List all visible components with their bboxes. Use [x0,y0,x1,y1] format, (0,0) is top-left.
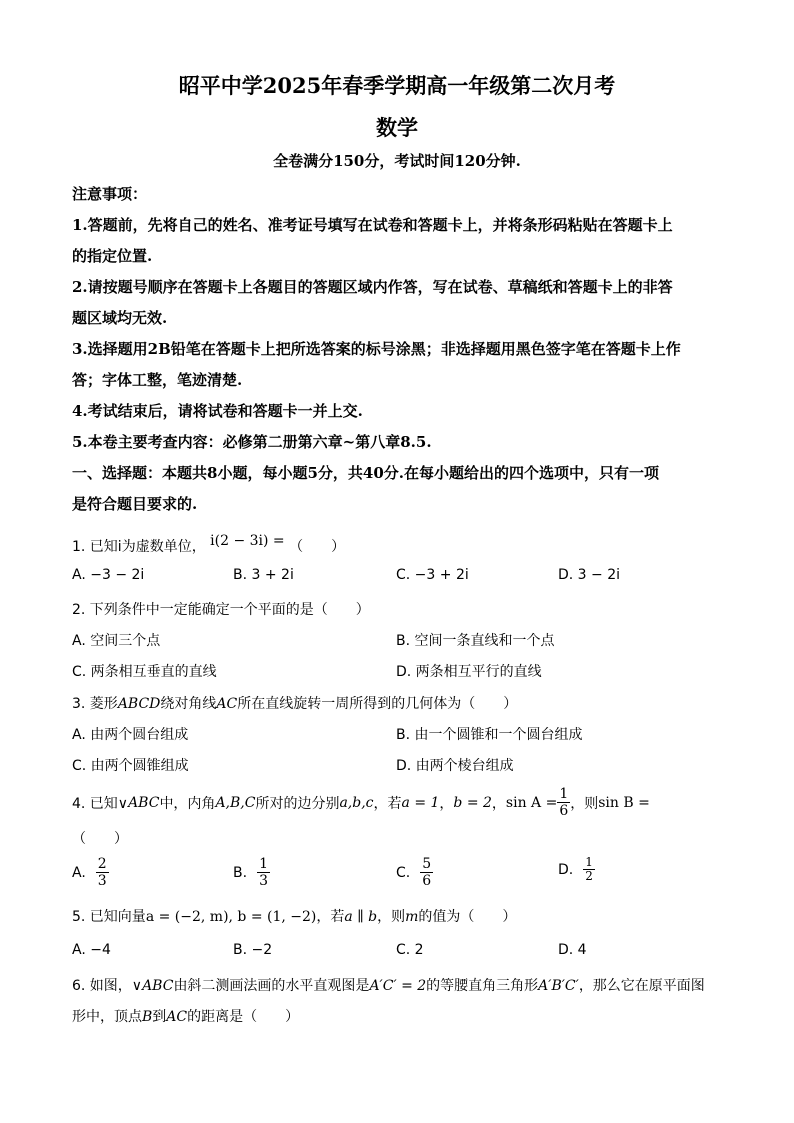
q4-text-a: 4. 已知∨ [72,795,129,812]
q4-triangle: ABC [128,794,160,811]
q3-option-b[interactable]: B. 由一个圆锥和一个圆台组成 [396,727,583,743]
q2-option-b[interactable]: B. 空间一条直线和一个点 [396,633,555,649]
exam-info: 全卷满分150分，考试时间120分钟. [273,152,521,170]
q4-option-d[interactable] [558,856,595,883]
q4-a-num: 2 [97,856,107,872]
q2-option-a[interactable]: A. 空间三个点 [72,633,161,649]
q4-option-b-label: B. [233,864,248,881]
q4-c-num: 5 [422,856,432,872]
q4-sinA: sin A = [505,794,558,811]
q5-text-d: 的值为（ ） [418,909,517,925]
q5-option-a[interactable]: A. −4 [72,942,111,958]
note-line-3: 2.请按题号顺序在答题卡上各题目的答题区域内作答，写在试卷、草稿纸和答题卡上的非答 [72,278,673,296]
q5-text-b: ，若 [316,909,345,925]
q1-option-b[interactable]: B. 3 + 2i [233,567,294,583]
q2-option-c[interactable]: C. 两条相互垂直的直线 [72,664,217,680]
note-line-7: 4.考试结束后，请将试卷和答题卡一并上交. [72,402,363,420]
section-heading: 一、选择题：本题共8小题，每小题5分，共40分.在每小题给出的四个选项中，只有一项 [72,464,659,482]
question-6-line-2 [72,1006,299,1026]
q4-sep: ， [439,795,454,812]
q4-frac-den: 6 [559,803,569,819]
q4-text-d: ，若 [373,795,402,812]
q4-answer-blank: （ ） [72,831,128,847]
q4-sep2: ， [491,795,506,812]
q5-text-c: ，则 [377,909,406,925]
q4-sinB: sin B = [598,794,650,811]
q3-text-a: 3. 菱形 [72,696,118,712]
question-4 [72,786,650,819]
q1-stem: 1. 已知i为虚数单位， [72,539,206,555]
q4-option-a[interactable] [72,856,109,889]
q3-text-b: 绕对角线 [160,696,217,712]
q1-option-d[interactable]: D. 3 − 2i [558,567,621,583]
q6-text-b: 由斜二测画法画的水平直观图是 [173,978,370,994]
note-line-1: 1.答题前，先将自己的姓名、准考证号填写在试卷和答题卡上，并将条形码粘贴在答题卡上 [72,216,673,234]
q4-text-c: 所对的边分别 [255,795,340,812]
note-line-8: 5.本卷主要考查内容：必修第二册第六章~第八章8.5. [72,433,432,451]
q6-text-g: 的距离是（ ） [187,1009,300,1025]
q3-option-d[interactable]: D. 由两个棱台组成 [396,758,514,774]
q4-b-num: 1 [259,856,268,872]
q4-a-value: a = 1 [401,794,440,811]
q4-text-b: 中，内角 [159,795,216,812]
section-heading-cont: 是符合题目要求的. [72,495,198,513]
note-line-2: 的指定位置. [72,247,153,265]
exam-title: 昭平中学2025年春季学期高一年级第二次月考 [178,73,616,98]
q6-vertex: B [142,1009,153,1025]
note-line-4: 题区域均无效. [72,309,168,327]
q3-diagonal: AC [216,696,238,712]
question-6-line-1 [72,975,705,995]
q5-vectors: a = (−2, m), b = (1, −2) [145,909,317,925]
q2-option-d[interactable]: D. 两条相互平行的直线 [396,664,542,680]
q5-parallel: a ∥ b [344,909,378,925]
q1-option-a[interactable]: A. −3 − 2i [72,567,145,583]
question-2: 2. 下列条件中一定能确定一个平面的是（ ） [72,602,370,618]
q4-option-b-fraction [257,856,270,889]
q3-rhombus: ABCD [117,696,161,712]
q4-c-den: 6 [422,873,432,889]
q4-d-den: 2 [585,869,593,883]
q4-d-num: 1 [585,855,593,869]
q6-text-e: 形中，顶点 [72,1009,142,1025]
q5-option-d[interactable]: D. 4 [558,942,587,958]
q5-option-c[interactable]: C. 2 [396,942,424,958]
q6-text-c: 的等腰直角三角形 [426,978,539,994]
q1-answer-blank: （ ） [289,539,346,555]
question-1 [72,533,346,556]
q4-option-c-label: C. [396,864,411,881]
q6-text-d: ，那么它在原平面图 [578,978,705,994]
q4-b-den: 3 [259,873,268,889]
q5-m: m [405,909,419,925]
q6-side: A′C′ = 2 [369,978,427,994]
q4-option-a-fraction [96,856,109,889]
q3-option-c[interactable]: C. 由两个圆锥组成 [72,758,189,774]
q4-frac-num: 1 [559,786,569,802]
q6-text-f: 到 [152,1009,167,1025]
question-3 [72,693,517,713]
q4-option-d-fraction [583,856,595,883]
q4-option-c-fraction [420,856,433,889]
q6-text-a: 6. 如图，∨ [72,978,143,994]
q4-option-b[interactable] [233,856,270,889]
q4-sides: a,b,c [339,794,374,811]
notes-heading: 注意事项： [72,185,148,203]
q4-option-c[interactable] [396,856,433,889]
q3-option-a[interactable]: A. 由两个圆台组成 [72,727,189,743]
q6-side-ac: AC [166,1009,188,1025]
note-line-6: 答；字体工整，笔迹清楚. [72,371,243,389]
q4-text-e: ，则 [570,795,599,812]
q5-option-b[interactable]: B. −2 [233,942,273,958]
q4-sinA-fraction [557,786,570,819]
q4-a-den: 3 [97,873,107,889]
q4-option-d-label: D. [558,861,574,878]
question-5 [72,906,516,926]
q4-b-value: b = 2 [453,794,492,811]
q3-text-c: 所在直线旋转一周所得到的几何体为（ ） [237,696,518,712]
q4-angles: A,B,C [215,794,256,811]
note-line-5: 3.选择题用2B铅笔在答题卡上把所选答案的标号涂黑；非选择题用黑色签字笔在答题卡上作 [72,340,681,358]
q5-text-a: 5. 已知向量 [72,909,146,925]
q6-triangle: ABC [142,978,174,994]
q1-expression: i(2 − 3i) = [210,533,285,549]
q4-option-a-label: A. [72,864,86,881]
q1-option-c[interactable]: C. −3 + 2i [396,567,469,583]
exam-subject: 数学 [376,115,418,140]
q6-triangle-2: A′B′C′ [538,978,579,994]
